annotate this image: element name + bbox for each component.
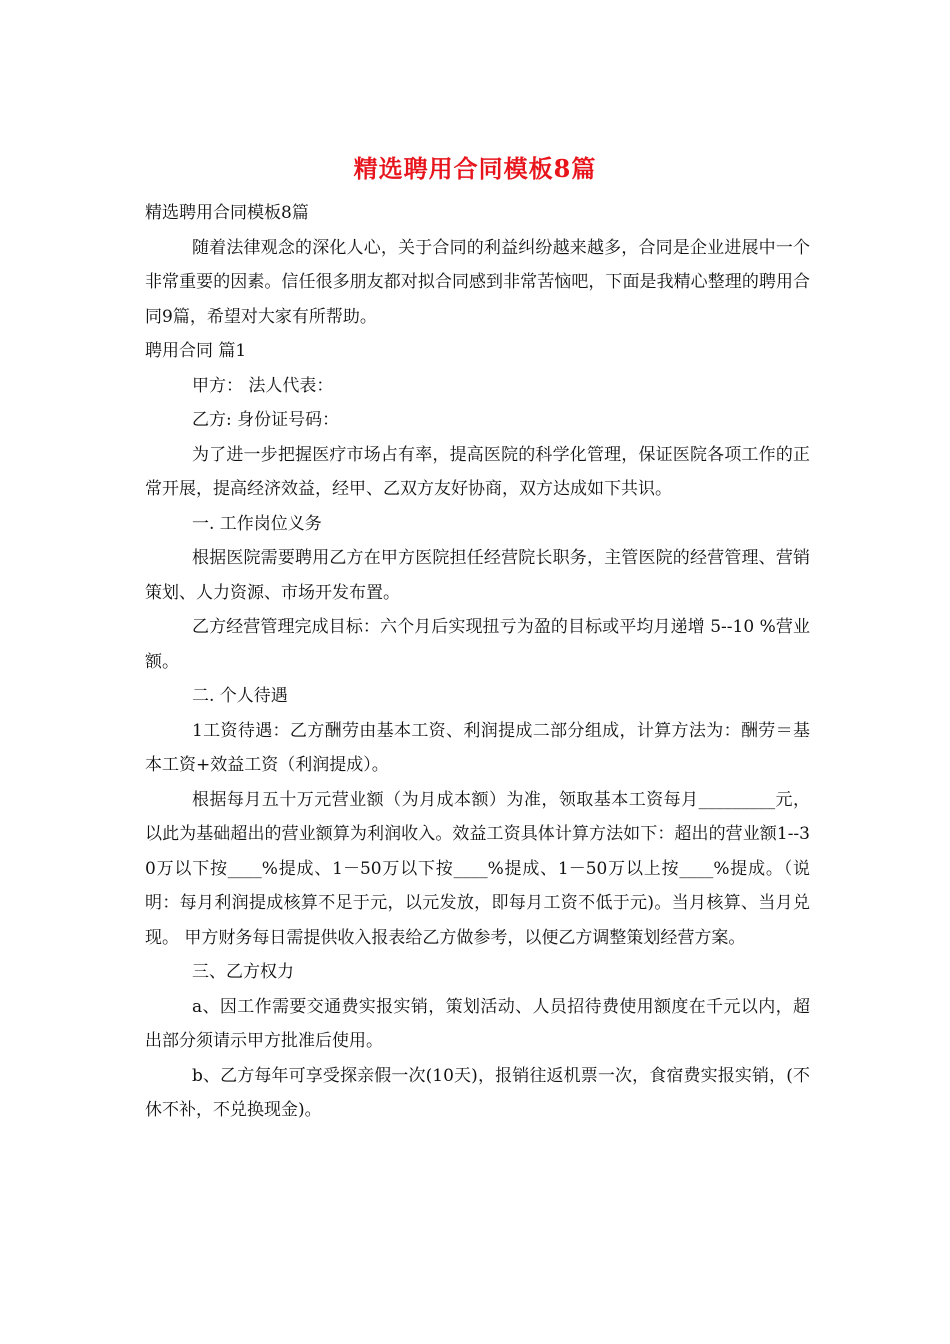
paragraph: 为了进一步把握医疗市场占有率，提高医院的科学化管理，保证医院各项工作的正常开展，提高经济效益，经甲、乙双方友好协商，双方达成如下共识。: [145, 444, 810, 499]
paragraph: 随着法律观念的深化人心，关于合同的利益纠纷越来越多，合同是企业进展中一个非常重要的因素。信任很多朋友都对拟合同感到非常苦恼吧，下面是我精心整理的聘用合同9篇，希望对大家有所帮助。: [145, 237, 810, 327]
paragraph: 乙方: 身份证号码：: [192, 410, 340, 430]
paragraph: 一. 工作岗位义务: [192, 513, 322, 534]
paragraph: 根据每月五十万元营业额（为月成本额）为准，领取基本工资每月_________元，以此为基础超出的营业额算为利润收入。效益工资具体计算方法如下：超出的营业额1--30万以下按____%提成、1－50万以下按____%提成、1－50万以上按____%提成。（说明：每月利润提成核算不足于元，以元发放，即每月工资不低于元)。当月核算、当月兑现。 甲方财务每日需提供收入报表给乙方做参考，以便乙方调整策划经营方案。: [145, 789, 810, 948]
paragraph: 聘用合同 篇1: [145, 341, 247, 361]
paragraph: a、因工作需要交通费实报实销，策划活动、人员招待费使用额度在千元以内，超出部分须请示甲方批准后使用。: [145, 996, 810, 1051]
paragraph: 甲方： 法人代表：: [192, 375, 334, 396]
paragraph: 1工资待遇：乙方酬劳由基本工资、利润提成二部分组成，计算方法为：酬劳＝基本工资+效益工资（利润提成）。: [145, 720, 810, 775]
paragraph: 根据医院需要聘用乙方在甲方医院担任经营院长职务，主管医院的经营管理、营销策划、人力资源、市场开发布置。: [145, 548, 810, 603]
paragraph: b、乙方每年可享受探亲假一次(10天)，报销往返机票一次，食宿费实报实销，(不休不补，不兑换现金)。: [145, 1065, 810, 1120]
document-title: 精选聘用合同模板8篇: [353, 154, 597, 183]
paragraph: 乙方经营管理完成目标：六个月后实现扭亏为盈的目标或平均月递增 5--10 %营业额。: [145, 617, 810, 672]
document-body: [145, 196, 810, 1128]
paragraph: 二. 个人待遇: [192, 686, 288, 706]
paragraph: 精选聘用合同模板8篇: [145, 203, 309, 223]
paragraph: 三、乙方权力: [192, 962, 294, 982]
